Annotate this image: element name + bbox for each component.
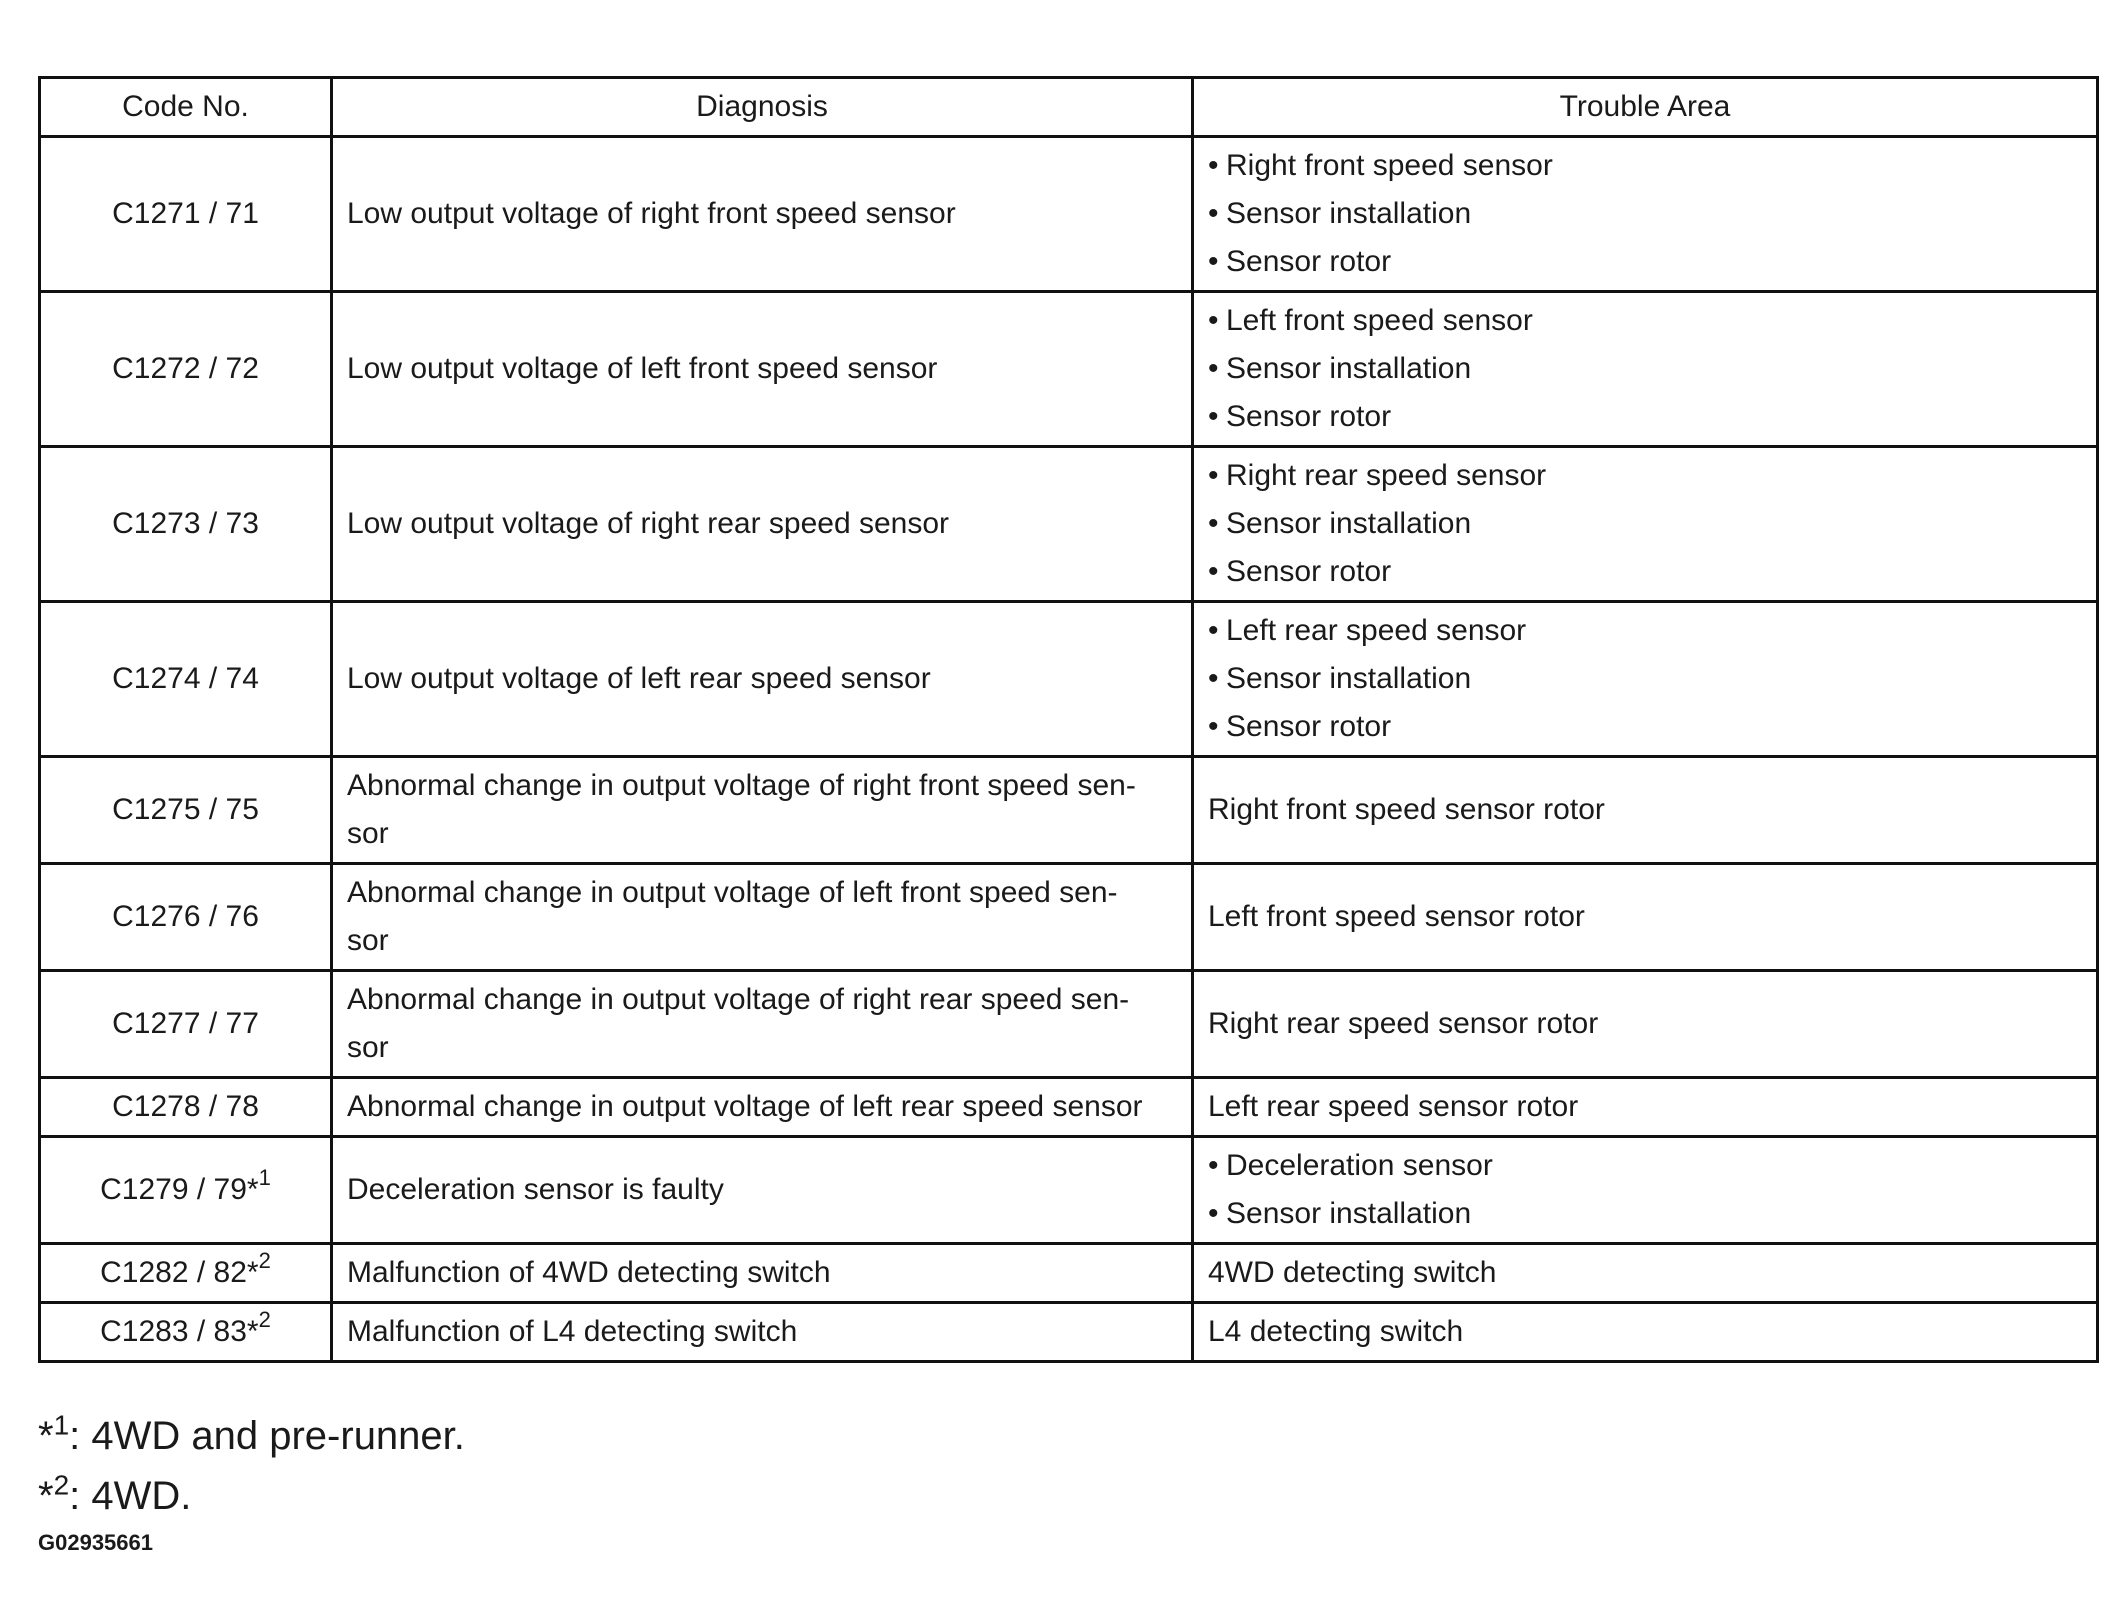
- trouble-area-item: • Right front speed sensor: [1208, 142, 2082, 190]
- trouble-area-item: • Sensor installation: [1208, 500, 2082, 548]
- trouble-area-cell: Left rear speed sensor rotor: [1193, 1078, 2098, 1137]
- trouble-area-item: • Sensor installation: [1208, 655, 2082, 703]
- footnotes: [38, 1406, 465, 1526]
- code-cell: C1278 / 78: [40, 1078, 332, 1137]
- code-cell: C1272 / 72: [40, 292, 332, 447]
- trouble-area-cell: Right rear speed sensor rotor: [1193, 971, 2098, 1078]
- trouble-area-item: • Sensor installation: [1208, 345, 2082, 393]
- figure-id: G02935661: [38, 1530, 153, 1555]
- footnote-number: 1: [53, 1409, 70, 1441]
- header-diagnosis: Diagnosis: [332, 78, 1193, 137]
- table-row: [40, 757, 2098, 864]
- trouble-area-item: • Sensor rotor: [1208, 238, 2082, 286]
- footnote-ref: 2: [258, 1307, 271, 1332]
- footnote-marker: *: [38, 1474, 54, 1518]
- trouble-area-list: [1208, 297, 2082, 441]
- trouble-area-item: • Sensor installation: [1208, 1190, 2082, 1238]
- trouble-area-cell: [1193, 602, 2098, 757]
- code-cell: C1277 / 77: [40, 971, 332, 1078]
- diagnosis-cell: Low output voltage of right front speed sensor: [332, 137, 1193, 292]
- code-text: C1283 / 83*: [100, 1315, 259, 1348]
- footnote-marker: *: [38, 1414, 54, 1458]
- code-cell: C1275 / 75: [40, 757, 332, 864]
- footnote-text: : 4WD and pre-runner.: [69, 1414, 465, 1458]
- diagnosis-line: sor: [347, 817, 389, 850]
- table-row: [40, 1303, 2098, 1362]
- footnote-ref: 1: [258, 1165, 271, 1190]
- trouble-area-cell: L4 detecting switch: [1193, 1303, 2098, 1362]
- code-cell: C1271 / 71: [40, 137, 332, 292]
- trouble-area-list: [1208, 1142, 2082, 1238]
- trouble-area-cell: 4WD detecting switch: [1193, 1244, 2098, 1303]
- code-cell: C1276 / 76: [40, 864, 332, 971]
- diagnosis-cell: Malfunction of 4WD detecting switch: [332, 1244, 1193, 1303]
- trouble-area-item: • Deceleration sensor: [1208, 1142, 2082, 1190]
- diagnosis-cell: Low output voltage of left front speed sensor: [332, 292, 1193, 447]
- trouble-area-item: • Right rear speed sensor: [1208, 452, 2082, 500]
- table-row: [40, 864, 2098, 971]
- header-trouble-area: Trouble Area: [1193, 78, 2098, 137]
- trouble-area-item: • Sensor rotor: [1208, 548, 2082, 596]
- table-row: [40, 1137, 2098, 1244]
- trouble-area-item: • Sensor rotor: [1208, 393, 2082, 441]
- trouble-area-cell: [1193, 447, 2098, 602]
- code-text: C1279 / 79*: [100, 1173, 259, 1206]
- trouble-area-item: • Sensor installation: [1208, 190, 2082, 238]
- diagnosis-line: Abnormal change in output voltage of left front speed sen-: [347, 876, 1118, 909]
- header-code-no: Code No.: [40, 78, 332, 137]
- diagnosis-cell: Abnormal change in output voltage of left rear speed sensor: [332, 1078, 1193, 1137]
- table-row: [40, 1244, 2098, 1303]
- diagnosis-line: sor: [347, 924, 389, 957]
- diagnostic-code-table: [38, 76, 2099, 1363]
- code-text: C1282 / 82*: [100, 1256, 259, 1289]
- code-cell: [40, 1137, 332, 1244]
- trouble-area-cell: Left front speed sensor rotor: [1193, 864, 2098, 971]
- diagnosis-cell: Low output voltage of right rear speed sensor: [332, 447, 1193, 602]
- diagnosis-cell: Malfunction of L4 detecting switch: [332, 1303, 1193, 1362]
- footnote-ref: 2: [258, 1248, 271, 1273]
- diagnosis-line: Abnormal change in output voltage of right rear speed sen-: [347, 983, 1130, 1016]
- diagnosis-line: Abnormal change in output voltage of right front speed sen-: [347, 769, 1136, 802]
- trouble-area-item: • Left front speed sensor: [1208, 297, 2082, 345]
- code-cell: [40, 1244, 332, 1303]
- code-cell: C1274 / 74: [40, 602, 332, 757]
- code-cell: [40, 1303, 332, 1362]
- trouble-area-list: [1208, 142, 2082, 286]
- footnote-1: [38, 1406, 465, 1466]
- trouble-area-cell: Right front speed sensor rotor: [1193, 757, 2098, 864]
- code-cell: C1273 / 73: [40, 447, 332, 602]
- diagnosis-cell: Low output voltage of left rear speed sensor: [332, 602, 1193, 757]
- footnote-number: 2: [53, 1469, 70, 1501]
- table-row: [40, 292, 2098, 447]
- trouble-area-list: [1208, 607, 2082, 751]
- trouble-area-item: • Sensor rotor: [1208, 703, 2082, 751]
- diagnosis-cell: [332, 757, 1193, 864]
- table-row: [40, 447, 2098, 602]
- diagnosis-cell: [332, 864, 1193, 971]
- footnote-2: [38, 1466, 465, 1526]
- trouble-area-item: • Left rear speed sensor: [1208, 607, 2082, 655]
- table-row: [40, 971, 2098, 1078]
- diagnosis-cell: Deceleration sensor is faulty: [332, 1137, 1193, 1244]
- footnote-text: : 4WD.: [69, 1474, 192, 1518]
- table-row: [40, 1078, 2098, 1137]
- table-header-row: [40, 78, 2098, 137]
- trouble-area-cell: [1193, 292, 2098, 447]
- table-row: [40, 137, 2098, 292]
- trouble-area-list: [1208, 452, 2082, 596]
- trouble-area-cell: [1193, 1137, 2098, 1244]
- table-row: [40, 602, 2098, 757]
- diagnosis-cell: [332, 971, 1193, 1078]
- trouble-area-cell: [1193, 137, 2098, 292]
- diagnosis-line: sor: [347, 1031, 389, 1064]
